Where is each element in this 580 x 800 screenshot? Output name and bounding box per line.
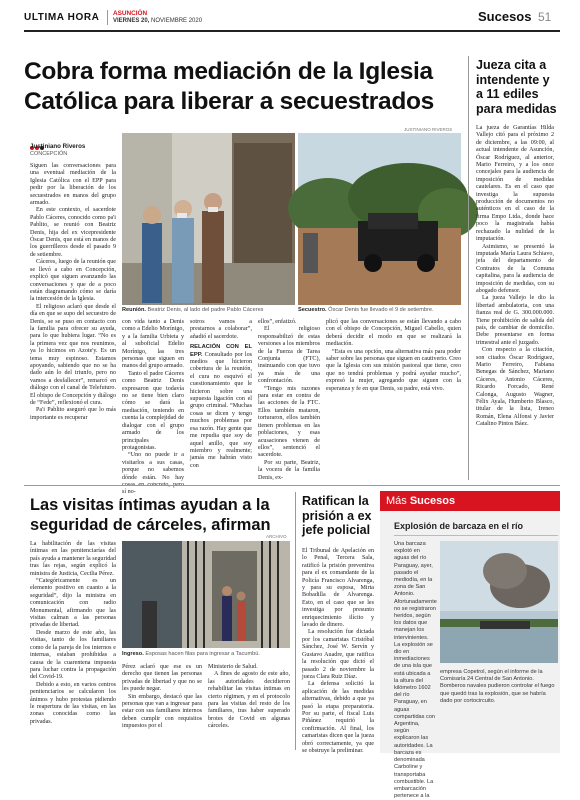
author-name: Justiniano Riveros	[30, 143, 86, 150]
visits-story-col-2	[122, 664, 202, 752]
prison-headline-line-3: jefe policial	[302, 523, 371, 537]
barge-explosion-image	[440, 541, 558, 663]
main-story-col-1	[30, 163, 116, 481]
kidnapping-scene-image	[298, 133, 461, 305]
visits-headline-line-2: seguridad de cárceles, afirman	[30, 516, 271, 534]
prison-headline-line-1: Ratifican la	[302, 494, 369, 508]
paragraph: La habilitación de las visitas íntimas en las penitenciarías del país ayuda a mantener la seguridad tras las rejas, según explicó la ministra de Justicia, Cecilia Pérez.	[30, 541, 116, 577]
main-headline-line-1: Cobra forma mediación de la Iglesia	[24, 58, 433, 85]
main-photo-credit: JUSTINIANO RIVEROS	[404, 127, 453, 132]
author-location: CONCEPCIÓN	[30, 151, 68, 157]
paragraph: “Categóricamente es un elemento positivo en cuanto a la seguridad”, dijo la ministra en comunicación con radio Monumental, afirmando que las visitas calman a las personas privadas de libertad.	[30, 578, 116, 629]
kidnapping-scene-photo	[298, 133, 461, 305]
paragraph: Tanto el padre Cáceres como Beatriz Denis expresaron que todavía no se tiene bien claro cómo se dará la mediación, teniendo en cuenta la complejidad de dialogar con el grupo armado de los principales protagonistas.	[122, 370, 184, 451]
visits-photo-credit: ARCHIVO	[266, 534, 287, 539]
sucesos-label: Sucesos	[409, 495, 456, 507]
caption-label: Ingreso.	[122, 651, 144, 657]
paragraph: En este contexto, el sacerdote Pablo Cáceres, conocido como pa'i Pablito, se reunió con Beatriz Denis, hija del ex vicepresidente Óscar Denis, que está en manos de los guerrilleros desde el pasado 9 de setiembre.	[30, 207, 116, 258]
mas-sucesos-banner	[380, 491, 560, 511]
header-rule	[24, 30, 560, 32]
main-story-col-5	[326, 319, 461, 481]
barcaza-col-2: empresa Copetrol, según el informe de la Comisaría 24 Central de San Antonio. Bomberos navales pudieron controlar el fuego que quedó tras la explosión, que se habría dado por cortocircuito.	[440, 669, 555, 704]
paragraph: plicó que las conversaciones se están llevando a cabo con el obispo de Concepción, Miguel Cabello, quien deberá decidir el modo en que se realizará la mediación.	[326, 319, 461, 348]
paragraph: Siguen las conversaciones para una eventual mediación de la Iglesia Católica con el EPP para pedir por la liberación de los secuestrados en manos del grupo armado.	[30, 163, 116, 207]
barcaza-article-title: Explosión de barcaza en el río	[394, 521, 524, 531]
paragraph: con vida tanto a Denis como a Edelio Morínigo, y a la familia Urbieta y al suboficial Edelio Morínigo, las tres personas que siguen en manos del grupo armado.	[122, 319, 184, 370]
paragraph: Asimismo, se presentó la imputada María Laura Schiavo, jefa del departamento de Contratos de la Comuna capitalina, para la audiencia de imposición de medidas, con su abogado defensor.	[476, 243, 554, 294]
paragraph: Con respecto a la citación, son citados Óscar Rodríguez, Mario Ferreiro, Fabiana Benegas de Sánchez, Mariano Cáceres, Antonio Cáceres, Ricardo Forcado, René Calonga, Augusto Wagner, Félix Ayala, Humberto Blasco, titular de la lista, Ireneo Román, Elena Alfonsi y Javier Catalino Pintos Báez.	[476, 347, 554, 428]
paragraph: La jueza de Garantías Hilda Vallejo citó para el próximo 2 de diciembre, a las 09:00, al actual intendente de Asunción, Óscar Rodríguez, al anterior, Mario Ferreiro, y a los once concejales para la audiencia de imposición de medidas cautelares. Es en el caso que investiga la supuesta producción de documentos no auténticos en el caso de la firma Empo Ltda., donde hace poco la magistrada había rechazado la nulidad de la imputación.	[476, 125, 554, 243]
paragraph: “Tengo mis razones para estar en contra de las acciones de la FTC. Ellos también mataron, torturaron, ellos también tienen problemas en las poblaciones, y esas acusaciones vienen de ellos”, sentenció el sacerdote.	[258, 385, 320, 459]
sidebar-body	[476, 125, 554, 480]
header-date-weekday: VIERNES 20,	[113, 18, 150, 24]
caption-text: Esposas hacen filas para ingresar a Tacumbú.	[145, 651, 260, 657]
paragraph-text: Consultado por los medios que hicieron cobertura de la reunión, el cura no esquivó el cuestionamiento que le hicieron sobre una supuesta ligación con el grupo criminal. “Muchas cosas se dicen y tengo muchos problemas por esa razón. Hay gente que me repudia que soy de aquel anillo, que soy miembro y realmente; jamás me habrán visto con	[190, 351, 253, 469]
mas-label: Más	[386, 495, 410, 507]
prison-story-headline	[302, 494, 382, 538]
paragraph: Pa'i Pablito aseguró que lo más importante es recuperar	[30, 407, 116, 421]
caption-label: Reunión.	[122, 307, 146, 313]
paragraph: Sin embargo, destacó que las personas que van a ingresar para estar con sus familiares internos deben cumplir con requisitos impuestos por el	[122, 693, 202, 730]
header-date	[113, 18, 202, 24]
caption-label: Secuestro.	[298, 307, 327, 313]
paragraph: Pérez aclaró que ese es un derecho que tienen las personas privadas de libertad y que no se les puede negar.	[122, 664, 202, 693]
paragraph: “Esta es una opción, una alternativa más para poder saber sobre las personas que siguen en cautiverio. Creo que la Iglesia con sus misión pastoral que tiene, creo que no tendrá problemas y podrá ayudar mucho”, expresó la mujer, agregando que siguen con la esperanza y fe en que Denis, su padre, está vivo.	[326, 348, 461, 392]
barge-explosion-photo	[440, 541, 558, 663]
main-story-col-2	[122, 319, 184, 496]
paragraph: La defensa solicitó la aplicación de las medidas alternativas, debido a que ya pasó la etapa preparatoria. Por su parte, el fiscal Luis Piñánez requirió la confirmación. Al final, los camaristas dicen que la jueza obró correctamente, ya que se obstruye la preliminar.	[302, 681, 374, 754]
main-story-col-4	[258, 319, 320, 481]
sidebar-headline-line-1: Jueza cita a	[476, 58, 547, 72]
meeting-photo-image	[122, 133, 295, 305]
header-date-rest: NOVIEMBRE 2020	[151, 18, 203, 24]
page-header	[0, 0, 580, 28]
paragraph: “Uno no puede ir a visitarlos a sus casas, porque no sabemos dónde están. No hay sí no-	[122, 452, 184, 496]
paragraph: La jueza Vallejo le dio la libertad ambulatoria, con una fianza real de G. 300.000.000. Tiene prohibición de salida del país, de cambiar de domicilio. Debe presentarse en forma trimestral ante el juzgado.	[476, 295, 554, 346]
barcaza-title-rule	[394, 535, 558, 536]
prison-entrance-image	[122, 541, 290, 648]
paragraph: Ministerio de Salud.	[208, 664, 258, 670]
paragraph: ellos”, enfatizó.	[258, 319, 297, 325]
sidebar-headline-line-4: para medidas	[476, 101, 557, 116]
caption-text: Beatriz Denis, al lado del padre Pablo Cáceres	[147, 307, 264, 313]
main-headline-line-2: Católica para liberar a secuestrados	[24, 88, 434, 115]
section-divider	[24, 485, 560, 486]
paragraph: sotros vamos a prestarnos a colaborar”, añadió el sacerdote.	[190, 319, 252, 340]
barcaza-col-1: Una barcaza explotó en aguas del río Paraguay, ayer, pasado el mediodía, en la zona de San Antonio. Afortunadamente no se registraron heridos, según los datos que manejan los intervinientes. La explosión se dio en inmediaciones de una isla que está ubicada a la altura del kilómetro 1602 del río Paraguay, en aguas compartidas con Argentina, según explicaron las autoridades. La barcaza es denominada Carboline y transportaba combustible. La embarcación pertenece a la	[394, 541, 437, 800]
visits-story-col-1	[30, 541, 116, 751]
paragraph: El religioso aclaró que desde el día en que se supo del secuestro de Denis, se se puso en contacto con la familia para ofrecer su ayuda, para lo que hubiera lugar. “No es la primera vez que nos reunimos, ya lo hicimos en Azote'y. Es un tema muy espinoso. Estamos apoyando, sabiendo que no se ha dado aún lo del triunfo, pero no vamos a desfallecer”, remarcó en diálogo con el canal de Telefuturo. El obispo de Concepción y diálogo de “Fede”, reflexionó el cura.	[30, 303, 116, 406]
visits-story-headline	[30, 495, 300, 535]
paragraph: Debido a esto, en varios centros penitenciarios se calcularon los ánimos y hubo protestas pidiendo le reapertura de las visitas, en las zonas conocidas como las privadas.	[30, 681, 116, 725]
paragraph: El religioso responsabilizó de estas versiones a los miembros de la Fuerza de Tarea Conjunta (FTC), insinuando con que tuvo ya más de una confrontación.	[258, 326, 320, 385]
paragraph: A fines de agosto de este año, las autoridades decidieron rehabilitar las visitas íntimas en cierto régimen, y en el protocolo para las visitas del resto de los familiares, tras haber superado brotes de Covid en algunas cárceles.	[208, 671, 290, 730]
sidebar-divider	[468, 56, 469, 480]
section-left-label: ULTIMA HORA	[24, 12, 100, 23]
header-divider	[107, 10, 108, 25]
paragraph: La resolución fue dictada por los camaristas Cristóbal Sánchez, José W. Servín y Gustavo Auadre, que ratifica la resolución que dictó el pasado 2 de noviembre la jueza Clara Ruiz Díaz.	[302, 629, 374, 680]
visits-story-col-3	[208, 664, 290, 752]
paragraph: Cáceres, luego de la reunión que se llevó a cabo en Concepción, explicó que siguen avanzando las conversaciones y que de a poco están diagramando cómo se daría la intercesión de la Iglesia.	[30, 259, 116, 303]
prison-entrance-photo	[122, 541, 290, 648]
meeting-photo-caption	[122, 307, 295, 314]
caption-text: Óscar Denis fue llevado el 9 de setiembre.	[328, 307, 434, 313]
paragraph: Desde marzo de este año, las visitas, tanto de los familiares como de la pareja de los internos e internas, estaban prohibidas a causa de la cuarentena impuesta para luchar contra la propagación del Covid-19.	[30, 629, 116, 681]
visits-headline-line-1: Las visitas íntimas ayudan a la	[30, 496, 270, 514]
paragraph: El Tribunal de Apelación en lo Penal, Tercera Sala, ratificó la prisión preventiva para el ex comandante de la Policía Francisco Alvarenga, y para su esposa, Mirta Bobadilla de Alvarenga. Esto, en el caso que se les investiga por presunto enriquecimiento ilícito y lavado de dinero.	[302, 548, 374, 629]
page-number: 51	[538, 10, 552, 24]
meeting-photo	[122, 133, 295, 305]
byline-dots	[30, 135, 50, 139]
prison-photo-caption	[122, 651, 290, 658]
paragraph: Por su parte, Beatriz, la vocera de la familia Denis, ex-	[258, 459, 320, 481]
section-subhead: RELACIÓN CON EL EPP.	[190, 344, 252, 358]
prison-story-divider	[295, 492, 296, 750]
section-right-label: Sucesos	[478, 9, 532, 24]
main-story-col-3	[190, 319, 252, 481]
sidebar-headline-line-2: intendente y	[476, 72, 550, 87]
sidebar-headline	[476, 58, 566, 116]
sidebar-headline-line-3: a 11 ediles	[476, 87, 539, 101]
header-city: ASUNCIÓN	[113, 10, 148, 17]
prison-headline-line-2: prisión a ex	[302, 508, 372, 523]
main-story-headline	[24, 57, 469, 117]
kidnapping-photo-caption	[298, 307, 461, 314]
prison-story-body	[302, 548, 374, 754]
mas-sucesos-box	[380, 491, 560, 800]
paragraph	[190, 344, 252, 470]
